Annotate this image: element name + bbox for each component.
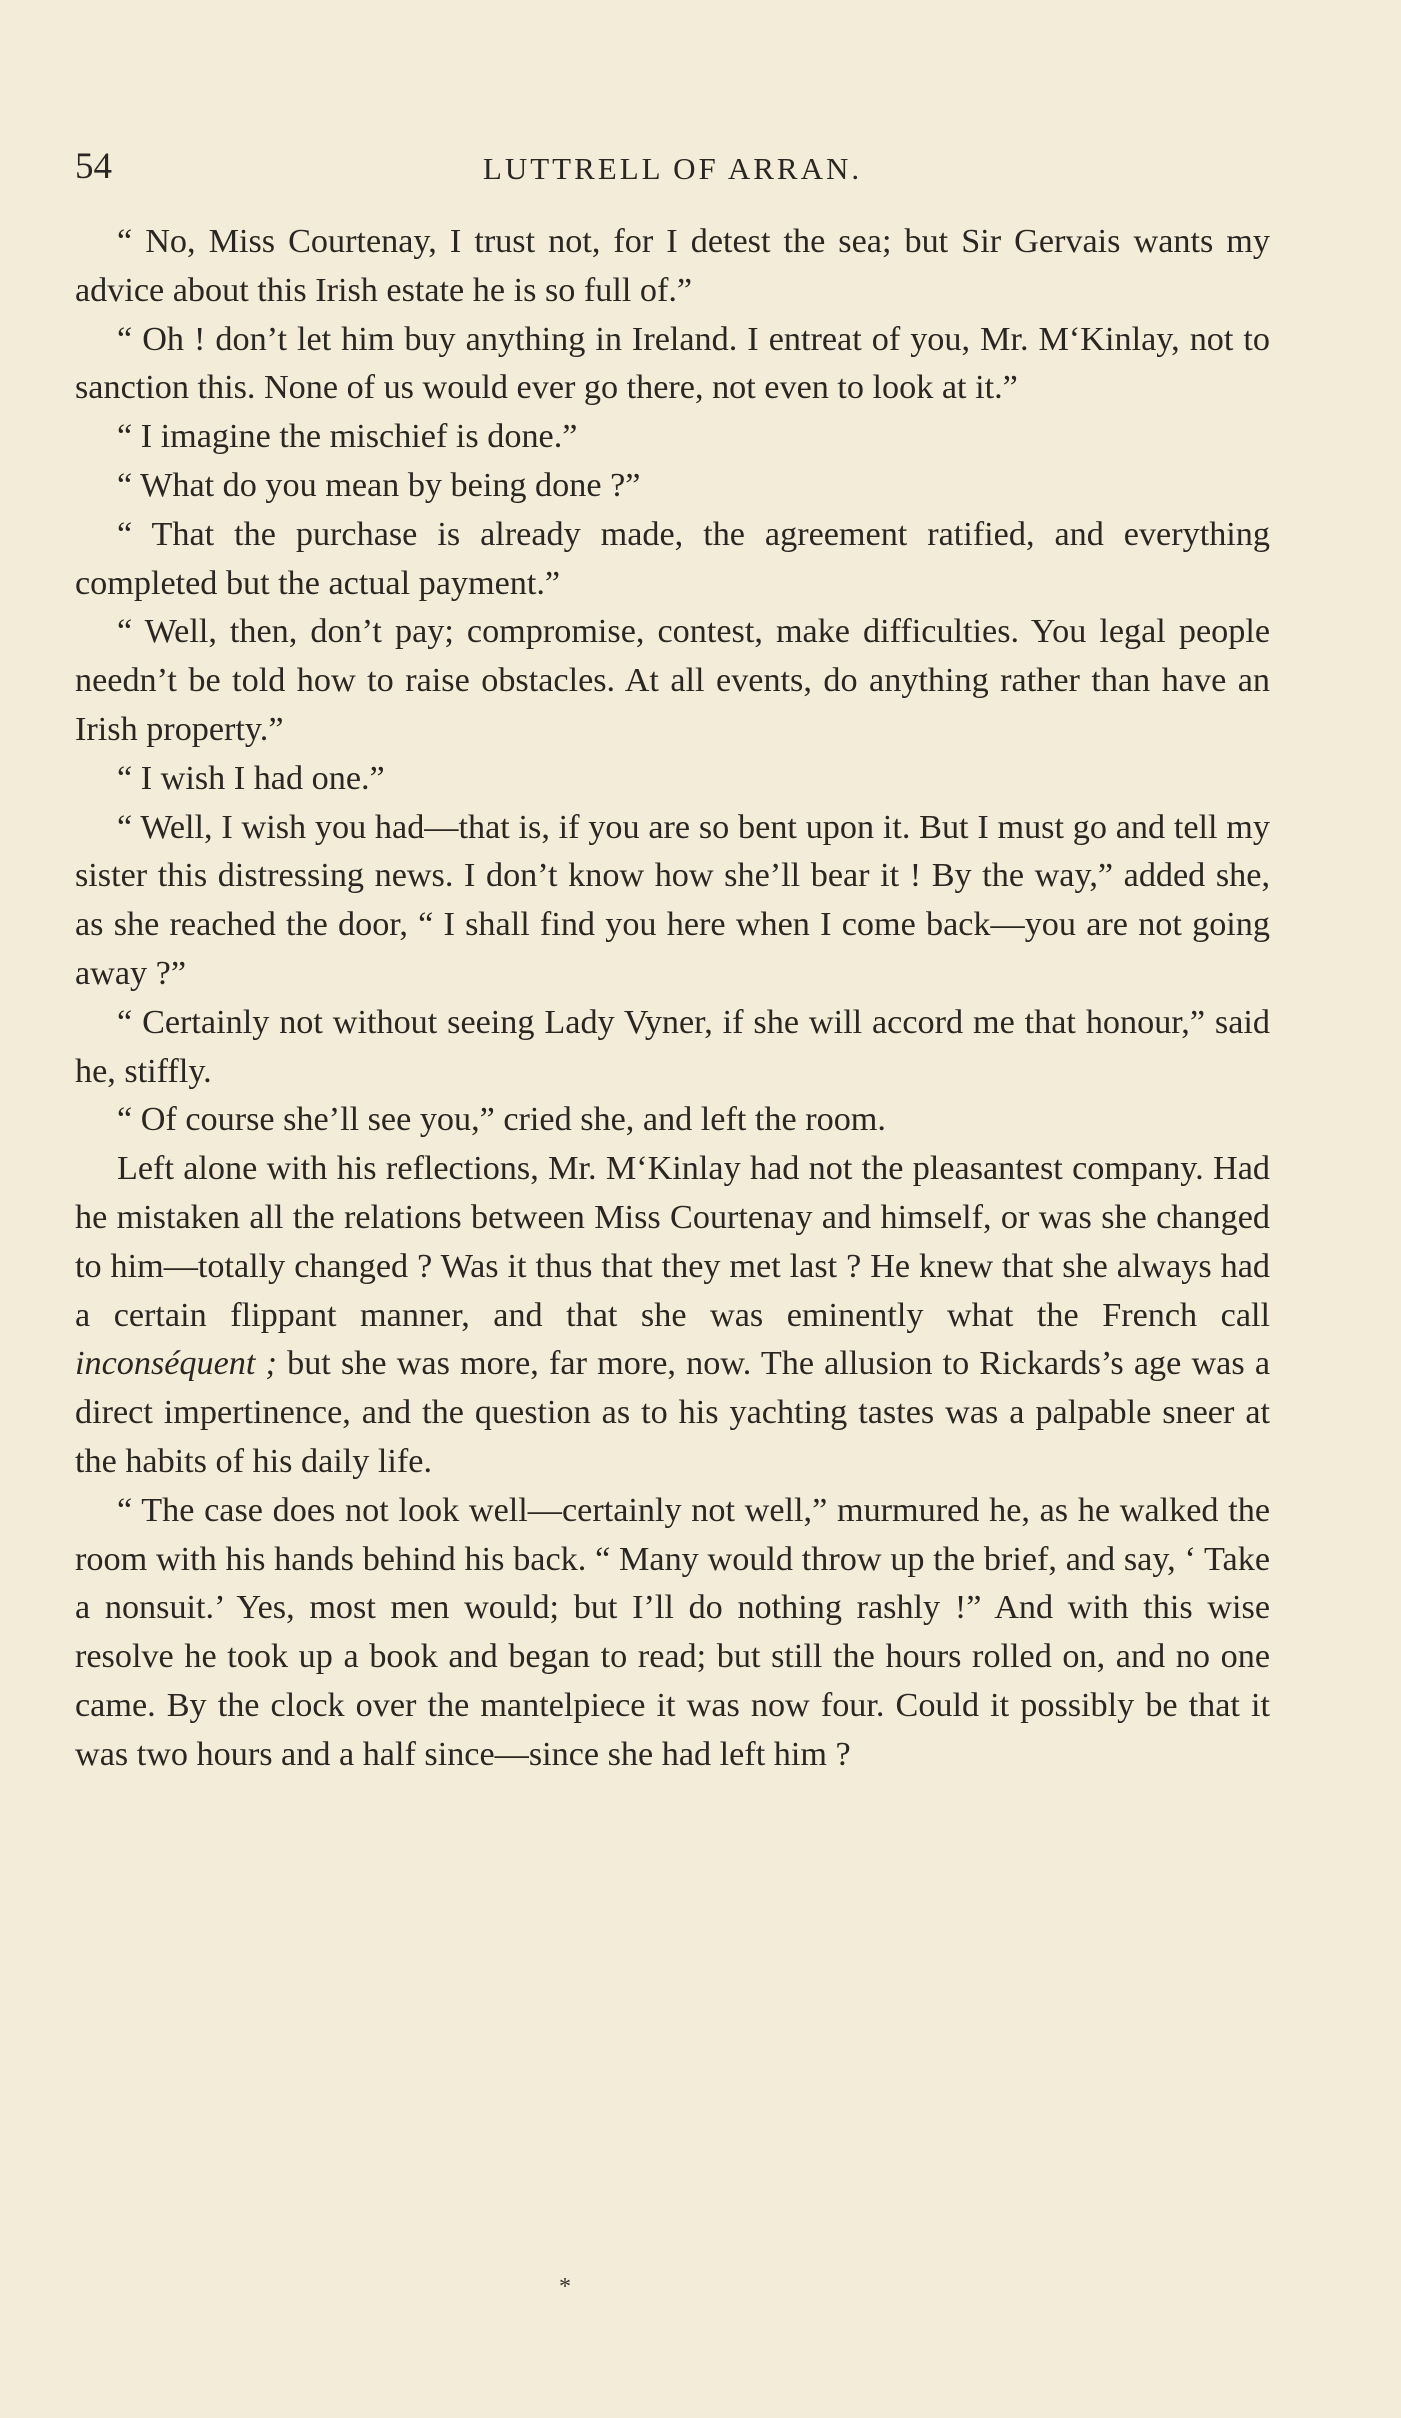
paragraph: “ I wish I had one.”: [117, 759, 385, 797]
running-title: LUTTRELL OF ARRAN.: [482, 151, 863, 186]
signature-mark: *: [559, 2274, 571, 2300]
paragraph: “ No, Miss Courtenay, I trust not, for I detest the sea; but Sir Gervais wants my advice about this Irish estate he is so full of.”: [75, 223, 1270, 309]
body-text: [75, 218, 1270, 1780]
paragraph: Left alone with his reflections, Mr. M‘Kinlay had not the pleasantest company. Had he mistaken all the relations between Miss Courtenay and himself, or was she changed to him—totally changed ? Was it thus that they met last ? He knew that she always had a certain flippant manner, and that she was eminently what the French call inconséquent ; but she was more, far more, now. The allusion to Rickards’s age was a direct impertinence, and the question as to his yachting tastes was a palpable sneer at the habits of his daily life.: [75, 1150, 1270, 1480]
page-header: [75, 145, 1270, 195]
paragraph: “ Of course she’ll see you,” cried she, and left the room.: [117, 1101, 886, 1139]
paragraph: “ Oh ! don’t let him buy anything in Ireland. I entreat of you, Mr. M‘Kinlay, not to sanction this. None of us would ever go there, not even to look at it.”: [75, 320, 1270, 407]
paragraph: “ Certainly not without seeing Lady Vyner, if she will accord me that honour,” said he, stiffly.: [75, 1003, 1270, 1090]
paragraph: “ Well, then, don’t pay; compromise, contest, make difficulties. You legal people needn’t be told how to raise obstacles. At all events, do anything rather than have an Irish property.”: [75, 613, 1270, 748]
paragraph: “ What do you mean by being done ?”: [117, 466, 641, 504]
italic-phrase: inconséquent ;: [75, 1345, 277, 1383]
paragraph: “ The case does not look well—certainly not well,” murmured he, as he walked the room with his hands behind his back. “ Many would throw up the brief, and say, ‘ Take a nonsuit.’ Yes, most men would; but I’ll do nothing rashly !” And with this wise resolve he took up a book and began to read; but still the hours rolled on, and no one came. By the clock over the mantelpiece it was now four. Could it possibly be that it was two hours and a half since—since she had left him ?: [75, 1491, 1270, 1773]
paragraph: “ That the purchase is already made, the agreement ratified, and everything completed but the actual payment.”: [75, 515, 1270, 602]
page-number: 54: [75, 146, 112, 187]
paragraph: “ Well, I wish you had—that is, if you are so bent upon it. But I must go and tell my sister this distressing news. I don’t know how she’ll bear it ! By the way,” added she, as she reached the door, “ I shall find you here when I come back—you are not going away ?”: [75, 808, 1270, 992]
paragraph: “ I imagine the mischief is done.”: [117, 418, 578, 456]
